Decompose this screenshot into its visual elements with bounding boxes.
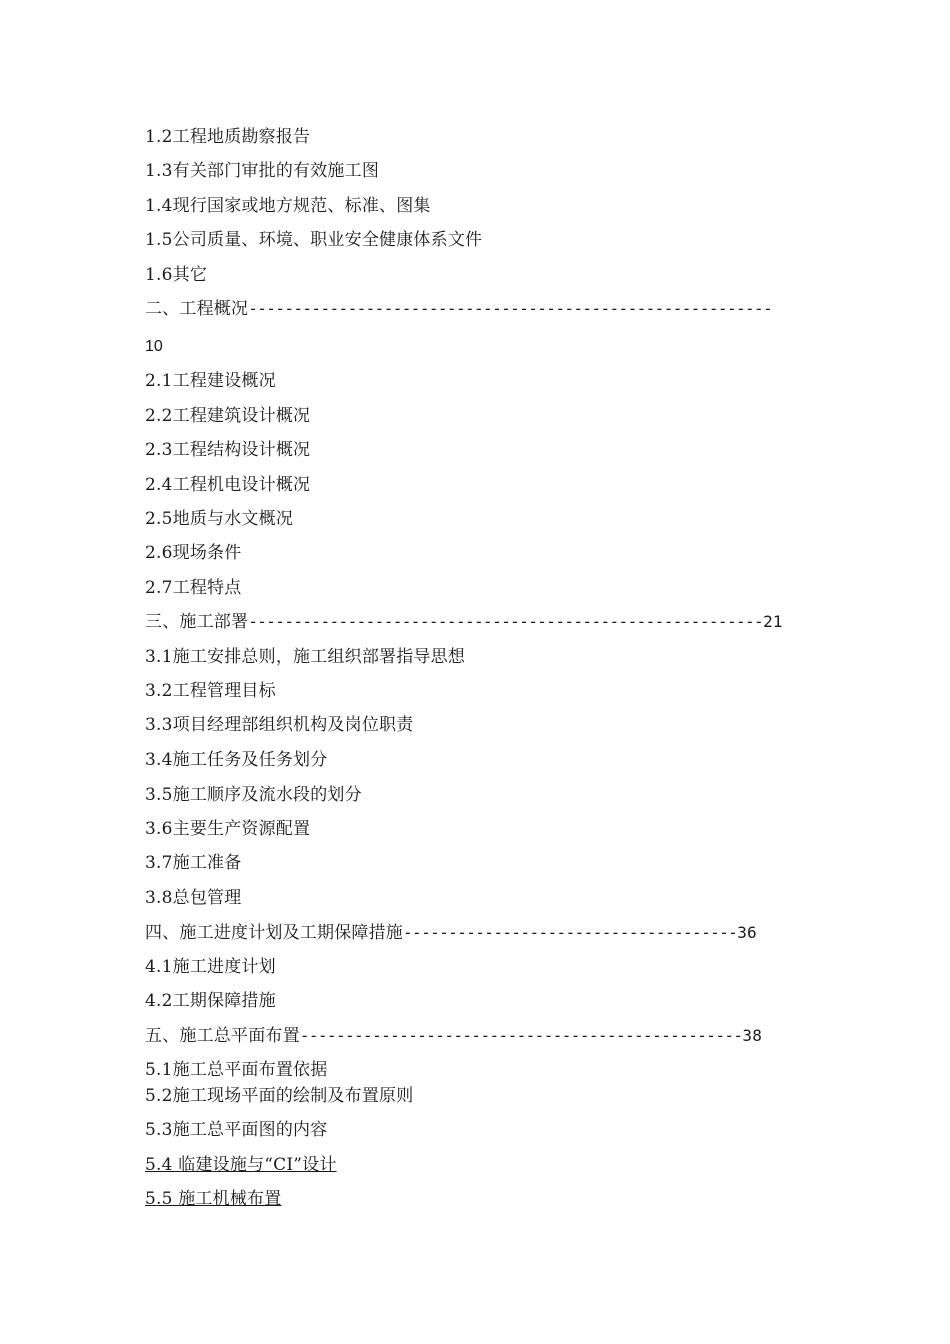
chapter-title: 三、施工部署 [145, 612, 249, 632]
dot-leader: ------------------------------------- [403, 923, 738, 942]
toc-entry-3-5: 3.5施工顺序及流水段的划分 [145, 785, 362, 805]
toc-entry-1-2: 1.2工程地质勘察报告 [145, 127, 311, 147]
toc-entry-2-5: 2.5地质与水文概况 [145, 509, 294, 529]
toc-entry-2-1: 2.1工程建设概况 [145, 371, 276, 391]
toc-entry-3-1: 3.1施工安排总则，施工组织部署指导思想 [145, 647, 466, 667]
toc-entry-2-6: 2.6现场条件 [145, 543, 242, 563]
page-number: 21 [763, 612, 783, 631]
toc-entry-1-5: 1.5公司质量、环境、职业安全健康体系文件 [145, 230, 483, 250]
toc-entry-5-4[interactable]: 5.4 临建设施与“CI”设计 [145, 1155, 337, 1175]
toc-entry-5-5[interactable]: 5.5 施工机械布置 [145, 1189, 282, 1209]
toc-entry-2-3: 2.3工程结构设计概况 [145, 440, 311, 460]
toc-entry-5-2: 5.2施工现场平面的绘制及布置原则 [145, 1086, 414, 1106]
toc-entry-5-3: 5.3施工总平面图的内容 [145, 1120, 328, 1140]
dot-leader: ------------------------------------------------- [299, 1026, 743, 1045]
chapter-title: 四、施工进度计划及工期保障措施 [145, 923, 403, 943]
chapter-title: 二、工程概况 [145, 299, 249, 319]
toc-entry-3-8: 3.8总包管理 [145, 888, 242, 908]
toc-entry-1-4: 1.4现行国家或地方规范、标准、图集 [145, 196, 431, 216]
toc-entry-1-6: 1.6其它 [145, 265, 208, 285]
toc-entry-2-2: 2.2工程建筑设计概况 [145, 406, 311, 426]
dot-leader: ---------------------------------------------------------- [248, 299, 773, 318]
toc-entry-4-1: 4.1施工进度计划 [145, 957, 276, 977]
toc-entry-4-2: 4.2工期保障措施 [145, 991, 276, 1011]
chapter-title: 五、施工总平面布置 [145, 1026, 300, 1046]
dot-leader: --------------------------------------------------------- [248, 612, 764, 631]
toc-entry-3-4: 3.4施工任务及任务划分 [145, 750, 328, 770]
toc-entry-5-1: 5.1施工总平面布置依据 [145, 1060, 328, 1080]
page-number: 36 [737, 923, 757, 942]
toc-entry-3-2: 3.2工程管理目标 [145, 681, 276, 701]
toc-chapter-4 [145, 922, 757, 944]
toc-chapter-5 [145, 1025, 762, 1047]
toc-entry-3-6: 3.6主要生产资源配置 [145, 819, 311, 839]
toc-chapter-2-page: 10 [145, 338, 163, 355]
toc-entry-1-3: 1.3有关部门审批的有效施工图 [145, 161, 380, 181]
toc-chapter-2 [145, 298, 772, 320]
toc-chapter-3 [145, 611, 783, 633]
toc-entry-3-3: 3.3项目经理部组织机构及岗位职责 [145, 715, 414, 735]
toc-entry-3-7: 3.7施工准备 [145, 853, 242, 873]
toc-entry-2-4: 2.4工程机电设计概况 [145, 475, 311, 495]
page-number: 38 [742, 1026, 763, 1045]
toc-entry-2-7: 2.7工程特点 [145, 578, 242, 598]
